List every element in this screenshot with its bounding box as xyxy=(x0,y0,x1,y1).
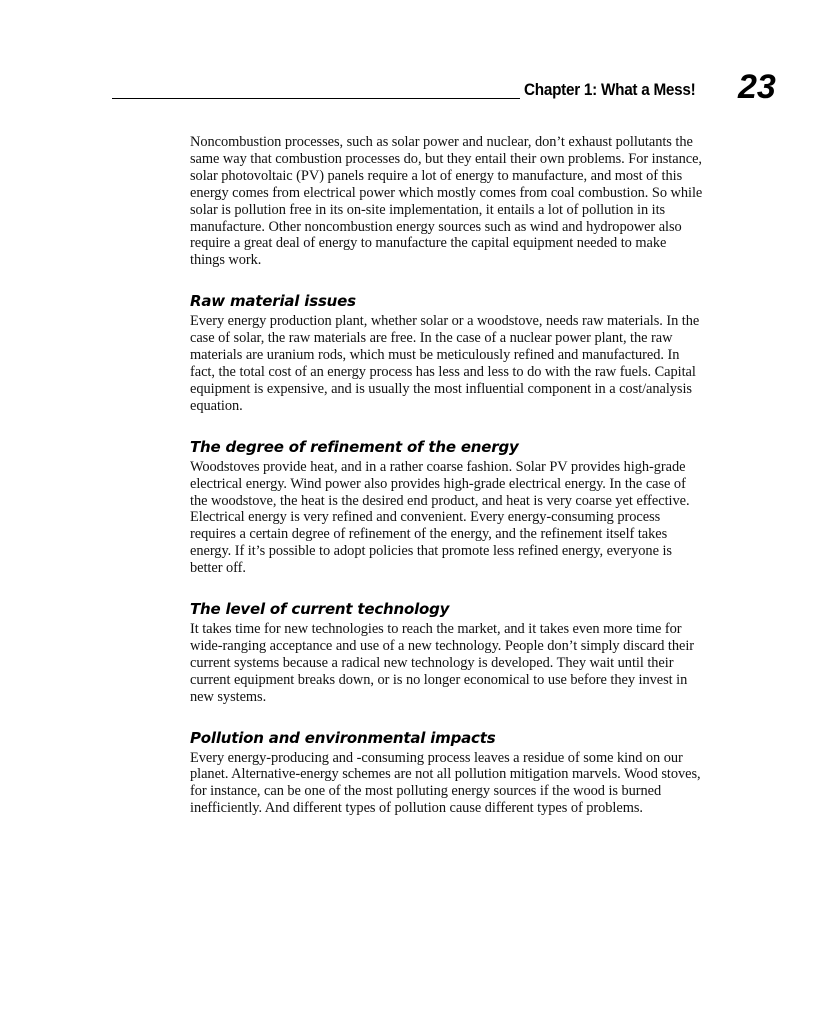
section-paragraph: Woodstoves provide heat, and in a rather coarse fashion. Solar PV provides high-grade electrical energy. Wind power also provides high-grade electrical energy. In the case of the woodstove, the heat is the desired end product, and heat is very coarse yet effective. Electrical energy is very refined and convenient. Every energy-consuming process requires a certain degree of refinement of the energy, and the refinement itself takes energy. If it’s possible to adopt policies that promote less refined energy, everyone is better off. xyxy=(190,458,690,577)
section-current-technology xyxy=(190,599,704,706)
section-heading: The level of current technology xyxy=(190,600,450,619)
running-header-title: Chapter 1: What a Mess! xyxy=(524,80,696,99)
section-paragraph: Every energy-producing and -consuming process leaves a residue of some kind on our planet. Alternative-energy schemes are not all pollution mitigation marvels. Wood stoves, for instance, can be one of the most polluting energy sources if the wood is burned inefficiently. And different types of pollution cause different types of problems. xyxy=(190,749,701,817)
header-rule xyxy=(112,98,520,99)
section-degree-of-refinement xyxy=(190,437,704,577)
body-column xyxy=(190,134,704,817)
section-paragraph: It takes time for new technologies to reach the market, and it takes even more time for wide-ranging acceptance and use of a new technology. People don’t simply discard their current systems because a radical new technology is developed. They wait until their current equipment breaks down, or is no longer economical to use before they invest in new systems. xyxy=(190,621,695,705)
section-heading: The degree of refinement of the energy xyxy=(190,437,519,456)
intro-paragraph: Noncombustion processes, such as solar power and nuclear, don’t exhaust pollutants the same way that combustion processes do, but they entail their own problems. For instance, solar photovoltaic (PV) panels require a lot of energy to manufacture, and most of this energy comes from electrical power which mostly comes from coal combustion. So while solar is pollution free in its on-site implementation, it entails a lot of pollution in its manufacture. Other noncombustion energy sources such as wind and hydropower also require a great deal of energy to manufacture the capital equipment needed to make things work. xyxy=(190,134,703,269)
section-raw-material-issues xyxy=(190,291,704,414)
section-paragraph: Every energy production plant, whether solar or a woodstove, needs raw materials. In the case of solar, the raw materials are free. In the case of a nuclear power plant, the raw materials are uranium rods, which must be meticulously refined and manufactured. In fact, the total cost of an energy process has less and less to do with the raw fuels. Capital equipment is expensive, and is usually the most influential component in a cost/analysis equation. xyxy=(190,313,700,414)
section-heading: Raw material issues xyxy=(190,292,356,311)
section-pollution-impacts xyxy=(190,728,704,818)
page-number: 23 xyxy=(738,68,776,106)
section-heading: Pollution and environmental impacts xyxy=(190,728,496,747)
